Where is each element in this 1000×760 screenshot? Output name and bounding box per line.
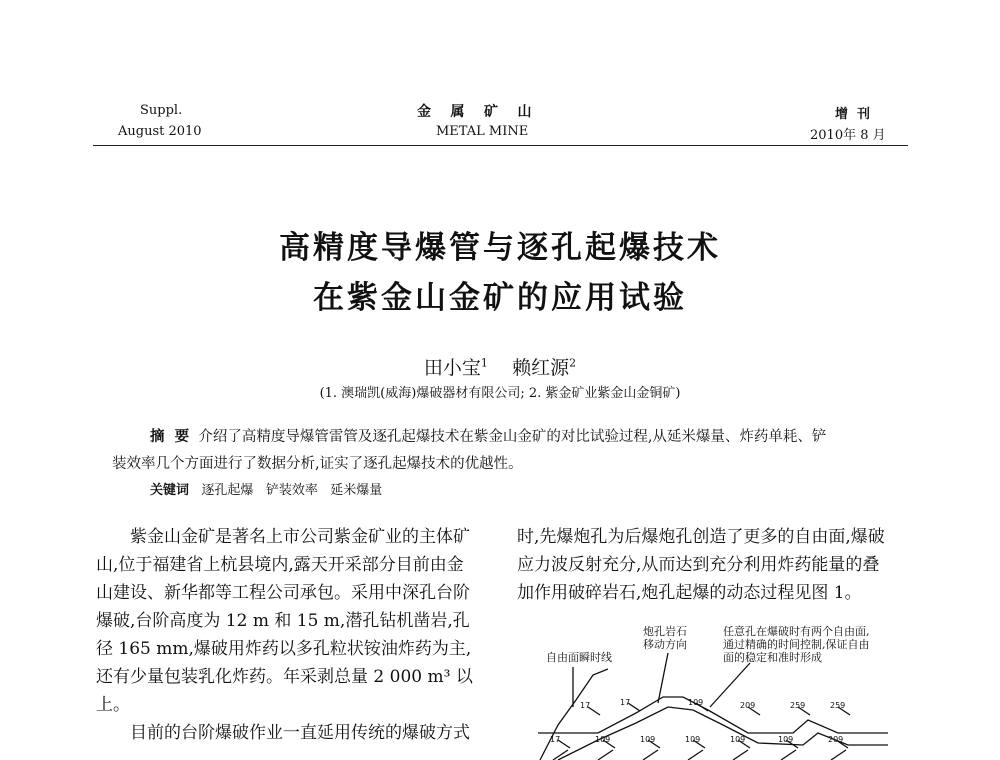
keywords-label: 关键词 [150,483,190,498]
right-col-line: 时,先爆炮孔为后爆炮孔创造了更多的自由面,爆破 [517,527,885,547]
delay-label: 209 [828,735,844,744]
delay-label: 259 [790,701,806,710]
abstract-text-2: 装效率几个方面进行了数据分析,证实了逐孔起爆技术的优越性。 [112,456,523,472]
delay-label: 109 [730,735,746,744]
left-col-line: 还有少量包装乳化炸药。年采剥总量 2 000 m³ 以 [96,667,473,687]
abstract-label: 摘 要 [150,428,190,445]
header-date-cn: 2010年 8 月 [810,128,886,143]
delay-label: 109 [778,735,794,744]
author-sup: 1 [480,356,488,370]
fig-label-free-face: 自由面瞬时线 [546,651,612,664]
author-line [0,353,1000,380]
affiliation: (1. 澳瑞凯(威海)爆破器材有限公司; 2. 紫金矿业紫金山金铜矿) [319,386,681,401]
title-line-2: 在紫金山金矿的应用试验 [313,280,687,316]
header-date-en: August 2010 [118,124,202,139]
delay-label: 109 [595,735,611,744]
delay-label: 209 [740,701,756,710]
delay-label: 17 [620,698,631,707]
delay-label: 17 [550,735,561,744]
free-face-line [540,669,611,760]
keywords-text: 逐孔起爆 铲装效率 延米爆量 [201,483,383,498]
fig-label-rock-dir: 炮孔岩石 移动方向 [643,625,687,651]
delay-label: 109 [640,735,656,744]
left-col-line: 山建设、新华都等工程公司承包。采用中深孔台阶 [96,583,470,603]
abstract-text-1: 介绍了高精度导爆管雷管及逐孔起爆技术在紫金山金矿的对比试验过程,从延米爆量、炸药单耗、铲 [198,429,827,445]
left-col-line: 爆破,台阶高度为 12 m 和 15 m,潜孔钻机凿岩,孔 [96,611,470,631]
author-name: 赖红源 [512,357,570,379]
keywords-line [150,479,382,498]
leader-line [658,653,668,703]
delay-label: 109 [685,735,701,744]
fig-label-note: 任意孔在爆破时有两个自由面, 通过精确的时间控制,保证自由 面的稳定和准时形成 [723,625,870,664]
delay-label: 259 [830,701,846,710]
left-col-line: 上。 [96,695,130,715]
delay-label: 109 [688,698,704,707]
left-col-line: 目前的台阶爆破作业一直延用传统的爆破方式 [130,723,470,743]
header-journal-cn: 金 属 矿 山 [417,104,532,120]
header-rule [93,145,908,146]
header-journal-en: METAL MINE [436,124,529,139]
abstract-line-1 [150,425,826,446]
right-col-line: 应力波反射充分,从而达到充分利用炸药能量的叠 [517,555,880,575]
header-suppl-cn: 增 刊 [835,107,871,122]
motion-arrow [598,750,613,760]
figure-1 [518,615,908,760]
title-line-1: 高精度导爆管与逐孔起爆技术 [279,230,721,266]
author-sup: 2 [569,356,577,370]
motion-arrow [831,750,846,760]
right-col-line: 加作用破碎岩石,炮孔起爆的动态过程见图 1。 [517,583,862,603]
motion-arrow [643,750,658,760]
left-col-line: 山,位于福建省上杭县境内,露天开采部分目前由金 [96,555,464,575]
motion-arrow [733,750,748,760]
author-name: 田小宝 [423,357,481,379]
figure-1-diagram [518,615,908,760]
motion-arrow [688,750,703,760]
left-col-line: 紫金山金矿是著名上市公司紫金矿业的主体矿 [130,527,470,547]
header-suppl: Suppl. [140,103,183,118]
delay-label: 17 [580,701,591,710]
left-col-line: 径 165 mm,爆破用炸药以多孔粒状铵油炸药为主, [96,639,472,659]
motion-arrow [781,750,796,760]
